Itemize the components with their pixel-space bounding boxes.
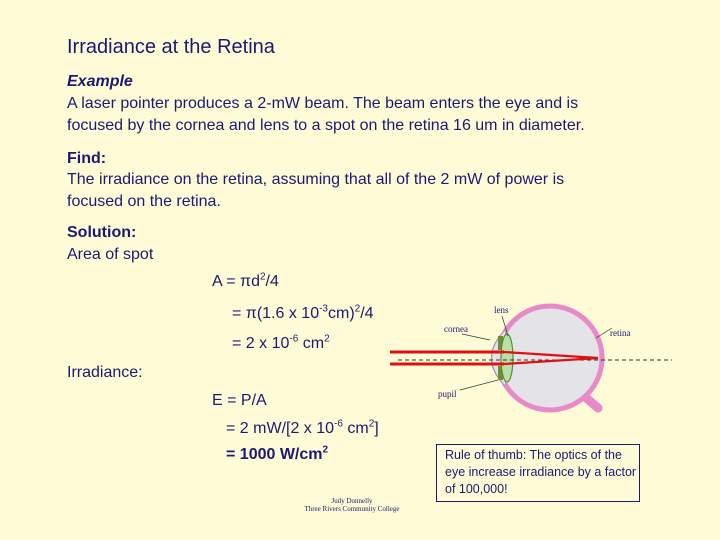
equation-area-formula: $A = \pi d^2/4$ bbox=[212, 271, 279, 290]
page-title: Irradiance at the Retina bbox=[67, 36, 275, 58]
retina-label: retina bbox=[610, 328, 631, 338]
example-line-1: A laser pointer produces a 2-mW beam. The beam enters the eye and is bbox=[67, 95, 579, 112]
rule-of-thumb-box: Rule of thumb: The optics of the eye increase irradiance by a factor of 100,000! bbox=[436, 444, 640, 502]
cornea-label: cornea bbox=[444, 324, 468, 334]
lens-shape bbox=[501, 334, 513, 382]
lens-label: lens bbox=[494, 305, 509, 315]
find-heading: Find: bbox=[67, 150, 107, 167]
equation-irradiance-formula: E = P/A bbox=[212, 392, 267, 409]
find-line-1: The irradiance on the retina, assuming that all of the 2 mW of power is bbox=[67, 171, 565, 188]
pupil-label: pupil bbox=[438, 389, 457, 399]
pupil-leader bbox=[460, 380, 498, 390]
credit-author: Judy Donnelly bbox=[331, 497, 373, 505]
credit bbox=[290, 497, 414, 513]
equation-area-substitution: = π(1.6 x $10^{-3}cm)^2/4$ bbox=[232, 303, 374, 322]
area-label: Area of spot bbox=[67, 246, 154, 263]
example-line-2: focused by the cornea and lens to a spot on the retina 16 um in diameter. bbox=[67, 117, 585, 134]
eye-diagram bbox=[390, 300, 690, 430]
credit-institution: Three Rivers Community College bbox=[304, 505, 400, 513]
equation-area-result: = 2 x $10^{-6}$ $cm^2$ bbox=[232, 333, 330, 352]
irradiance-label: Irradiance: bbox=[67, 364, 143, 381]
cornea-leader bbox=[462, 334, 490, 340]
find-line-2: focused on the retina. bbox=[67, 193, 221, 210]
equation-irradiance-result: = 1000 $W/cm^2$ bbox=[226, 444, 329, 463]
solution-heading: Solution: bbox=[67, 224, 137, 241]
equation-irradiance-substitution: = 2 mW/[2 x $10^{-6}$ $cm^2$] bbox=[226, 418, 379, 437]
example-heading: Example bbox=[67, 73, 133, 90]
